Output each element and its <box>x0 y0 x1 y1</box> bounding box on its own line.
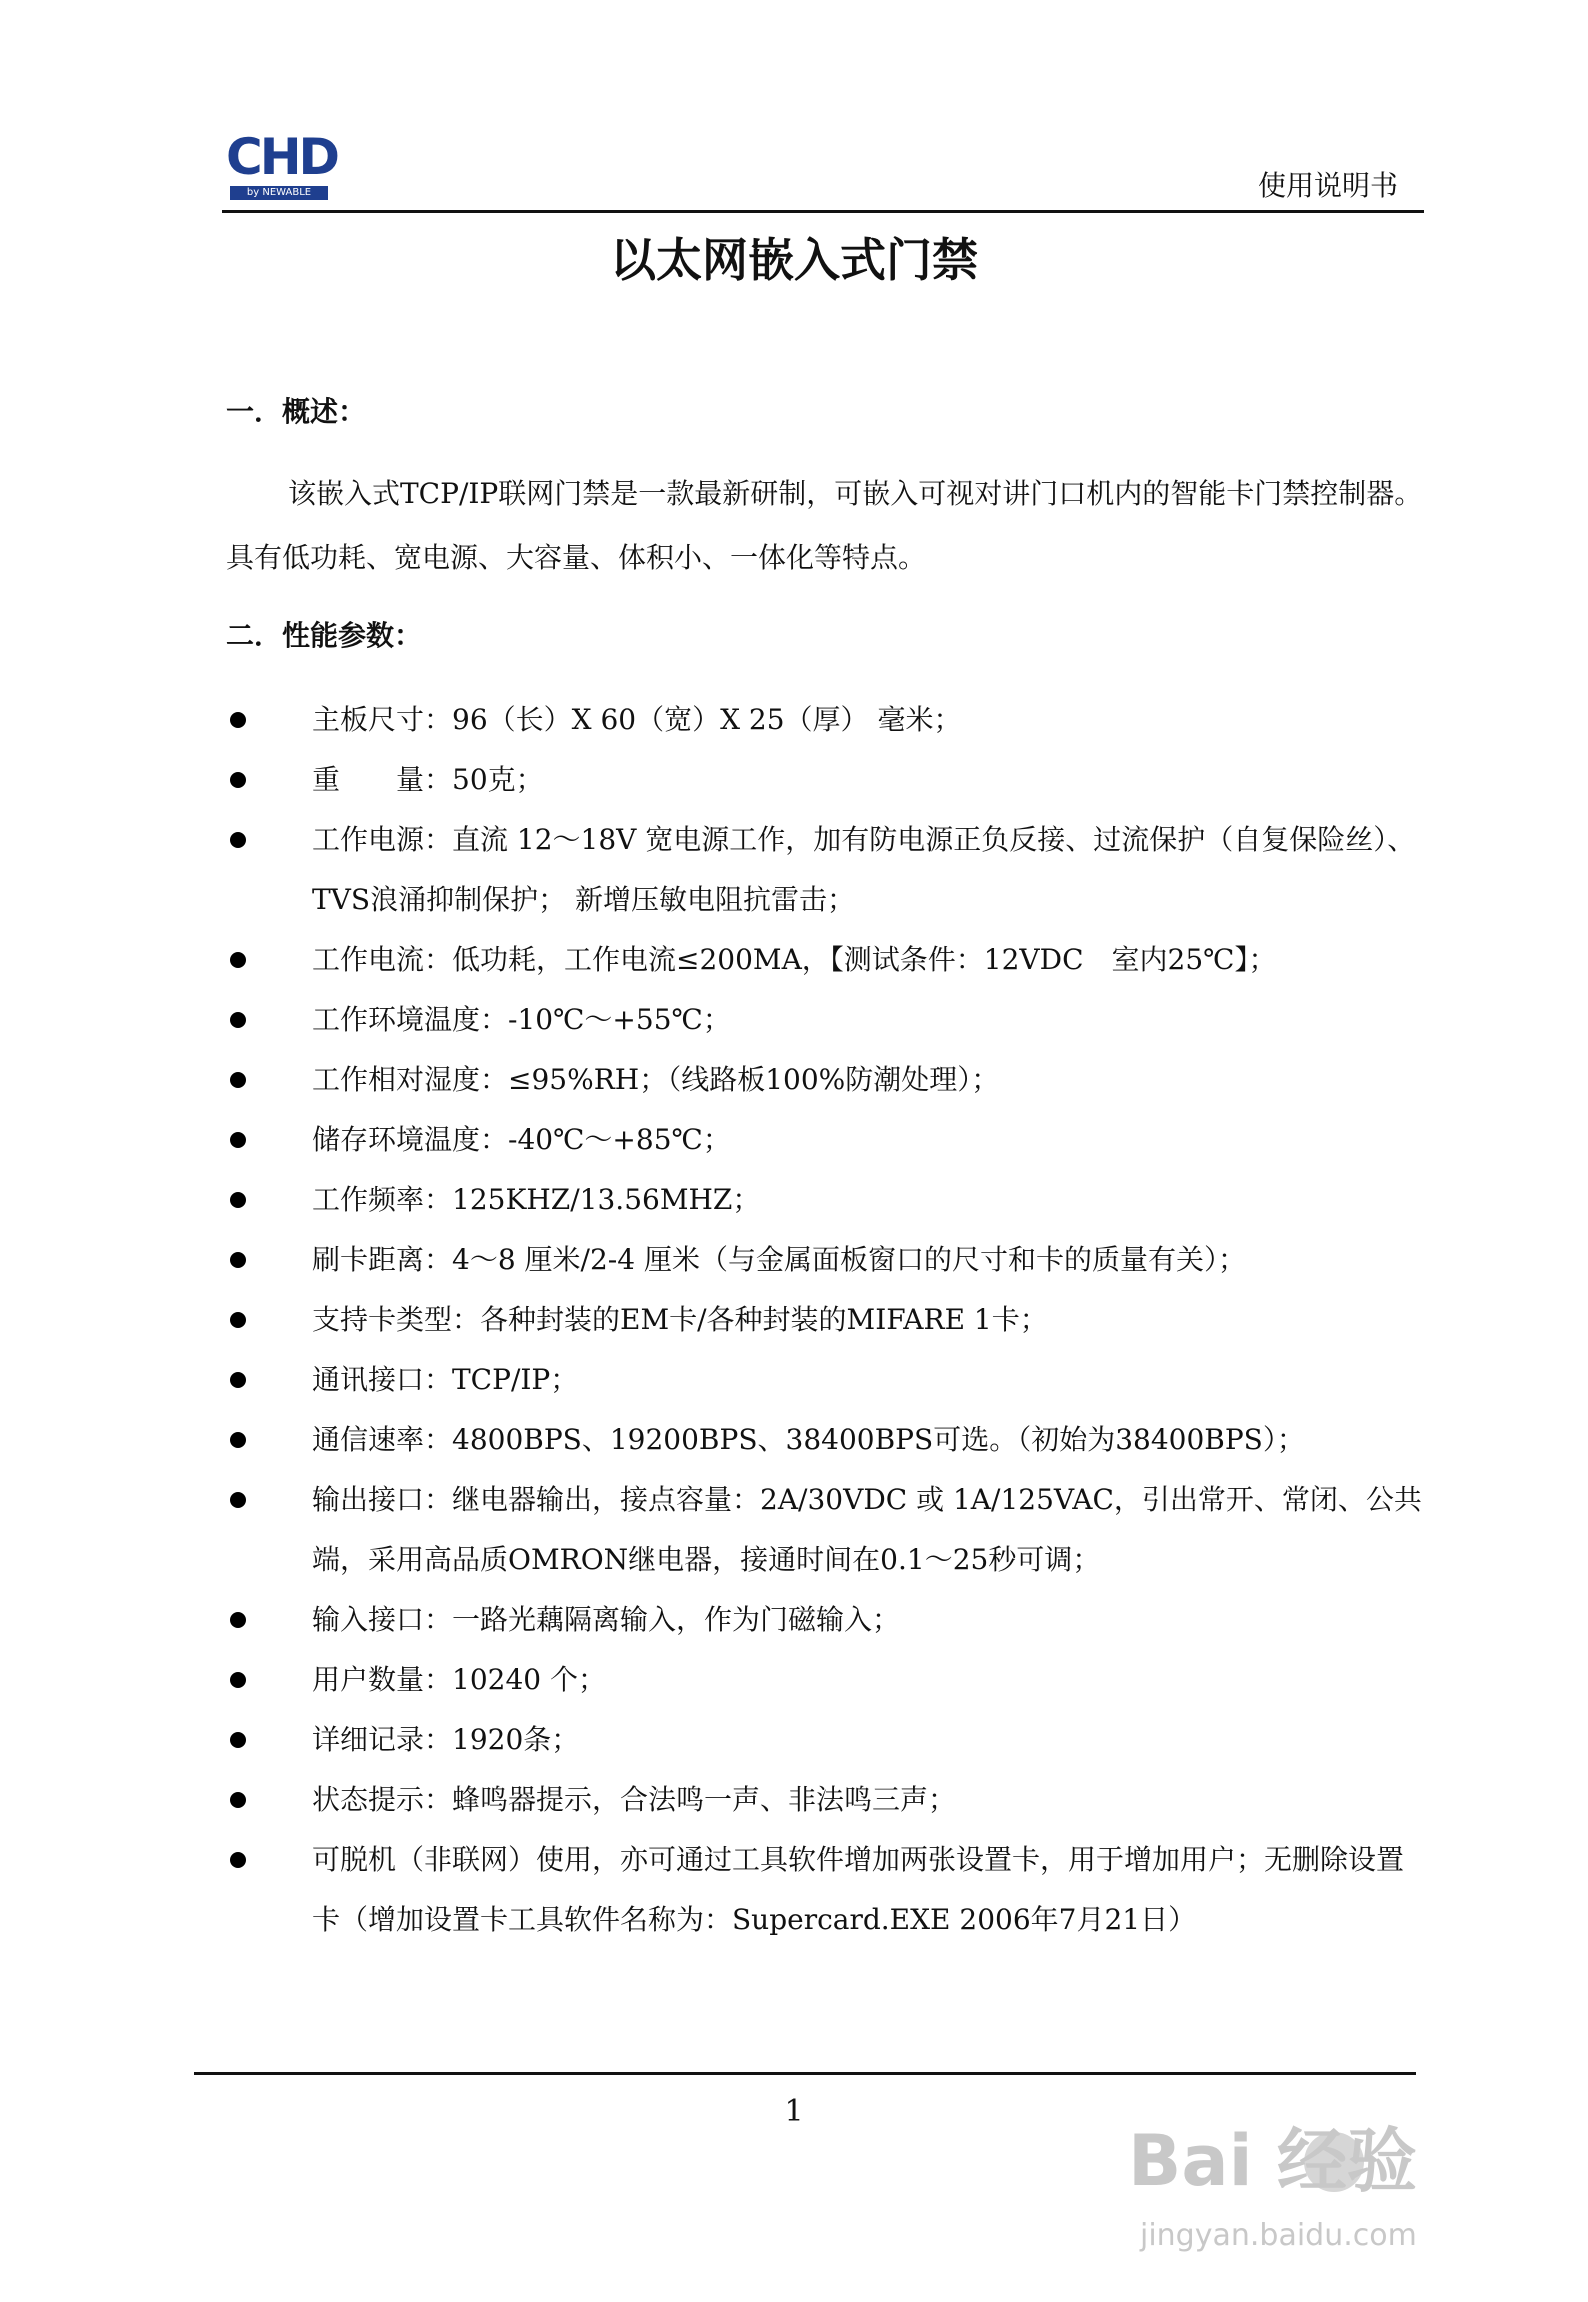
list-item <box>226 1650 1426 1710</box>
baidu-watermark <box>1128 2116 1488 2266</box>
section-heading-specs: 二．性能参数： <box>226 619 423 652</box>
bullet-icon <box>230 1792 246 1808</box>
list-item <box>226 810 1426 930</box>
list-item <box>226 1170 1426 1230</box>
bullet-icon <box>230 952 246 968</box>
list-item <box>226 1470 1426 1590</box>
overview-paragraph: 该嵌入式TCP/IP联网门禁是一款最新研制，可嵌入可视对讲门口机内的智能卡门禁控制器。具有低功耗、宽电源、大容量、体积小、一体化等特点。 <box>226 477 1423 574</box>
company-logo <box>226 128 336 210</box>
bullet-icon <box>230 1132 246 1148</box>
list-item <box>226 1110 1426 1170</box>
list-item <box>226 1230 1426 1290</box>
bullet-icon <box>230 1492 246 1508</box>
bullet-icon <box>230 1072 246 1088</box>
bullet-icon <box>230 1012 246 1028</box>
list-item <box>226 1410 1426 1470</box>
header-divider <box>222 210 1424 213</box>
section-heading-overview: 一．概述： <box>226 395 367 428</box>
bullet-icon <box>230 1732 246 1748</box>
spec-text: 状态提示：蜂鸣器提示，合法鸣一声、非法鸣三声； <box>312 1783 957 1816</box>
list-item <box>226 1830 1426 1950</box>
spec-text: 支持卡类型：各种封装的EM卡/各种封装的MIFARE 1卡； <box>312 1303 1048 1336</box>
spec-text: 可脱机（非联网）使用，亦可通过工具软件增加两张设置卡，用于增加用户；无删除设置卡（增加设置卡工具软件名称为：Supercard.EXE 2006年7月21日） <box>312 1843 1405 1936</box>
bullet-icon <box>230 1852 246 1868</box>
spec-text: 刷卡距离：4～8 厘米/2-4 厘米（与金属面板窗口的尺寸和卡的质量有关）； <box>312 1243 1246 1276</box>
list-item <box>226 990 1426 1050</box>
logo-subtext: by NEWABLE <box>230 186 328 200</box>
spec-text: 重 量：50克； <box>312 763 544 796</box>
footer-divider <box>194 2072 1416 2075</box>
spec-text: 工作环境温度：-10℃～+55℃； <box>312 1003 731 1036</box>
list-item <box>226 1770 1426 1830</box>
watermark-url: jingyan.baidu.com <box>1140 2218 1417 2253</box>
bullet-icon <box>230 1612 246 1628</box>
watermark-brand: Bai 经验 <box>1128 2120 1417 2202</box>
bullet-icon <box>230 832 246 848</box>
spec-text: 详细记录：1920条； <box>312 1723 580 1756</box>
spec-list <box>226 690 1426 1950</box>
spec-text: 通信速率：4800BPS、19200BPS、38400BPS可选。（初始为38400BPS）； <box>312 1423 1305 1456</box>
document-title: 以太网嵌入式门禁 <box>610 233 978 287</box>
bullet-icon <box>230 1192 246 1208</box>
spec-text: 工作频率：125KHZ/13.56MHZ； <box>312 1183 761 1216</box>
spec-text: 工作电流：低功耗，工作电流≤200MA，【测试条件：12VDC 室内25℃】； <box>312 943 1277 976</box>
list-item <box>226 1590 1426 1650</box>
list-item <box>226 1290 1426 1350</box>
bullet-icon <box>230 712 246 728</box>
spec-text: 工作相对湿度：≤95%RH；（线路板100%防潮处理）； <box>312 1063 1000 1096</box>
list-item <box>226 1350 1426 1410</box>
bullet-icon <box>230 1252 246 1268</box>
spec-text: 用户数量：10240 个； <box>312 1663 606 1696</box>
spec-text: 输入接口：一路光藕隔离输入，作为门磁输入； <box>312 1603 901 1636</box>
spec-text: 储存环境温度：-40℃～+85℃； <box>312 1123 731 1156</box>
list-item <box>226 930 1426 990</box>
bullet-icon <box>230 1372 246 1388</box>
list-item <box>226 690 1426 750</box>
page-number: 1 <box>784 2094 804 2129</box>
bullet-icon <box>230 772 246 788</box>
spec-text: 工作电源：直流 12～18V 宽电源工作，加有防电源正负反接、过流保护（自复保险丝）、TVS浪涌抑制保护； 新增压敏电阻抗雷击； <box>312 823 1416 916</box>
bullet-icon <box>230 1312 246 1328</box>
spec-text: 主板尺寸：96（长）X 60（宽）X 25（厚） 毫米； <box>312 703 962 736</box>
spec-text: 通讯接口：TCP/IP； <box>312 1363 579 1396</box>
logo-text: CHD <box>226 128 338 186</box>
spec-text: 输出接口：继电器输出，接点容量：2A/30VDC 或 1A/125VAC，引出常开、常闭、公共端，采用高品质OMRON继电器，接通时间在0.1～25秒可调； <box>312 1483 1422 1576</box>
bullet-icon <box>230 1432 246 1448</box>
list-item <box>226 750 1426 810</box>
list-item <box>226 1710 1426 1770</box>
header-label: 使用说明书 <box>1257 169 1398 202</box>
bullet-icon <box>230 1672 246 1688</box>
list-item <box>226 1050 1426 1110</box>
